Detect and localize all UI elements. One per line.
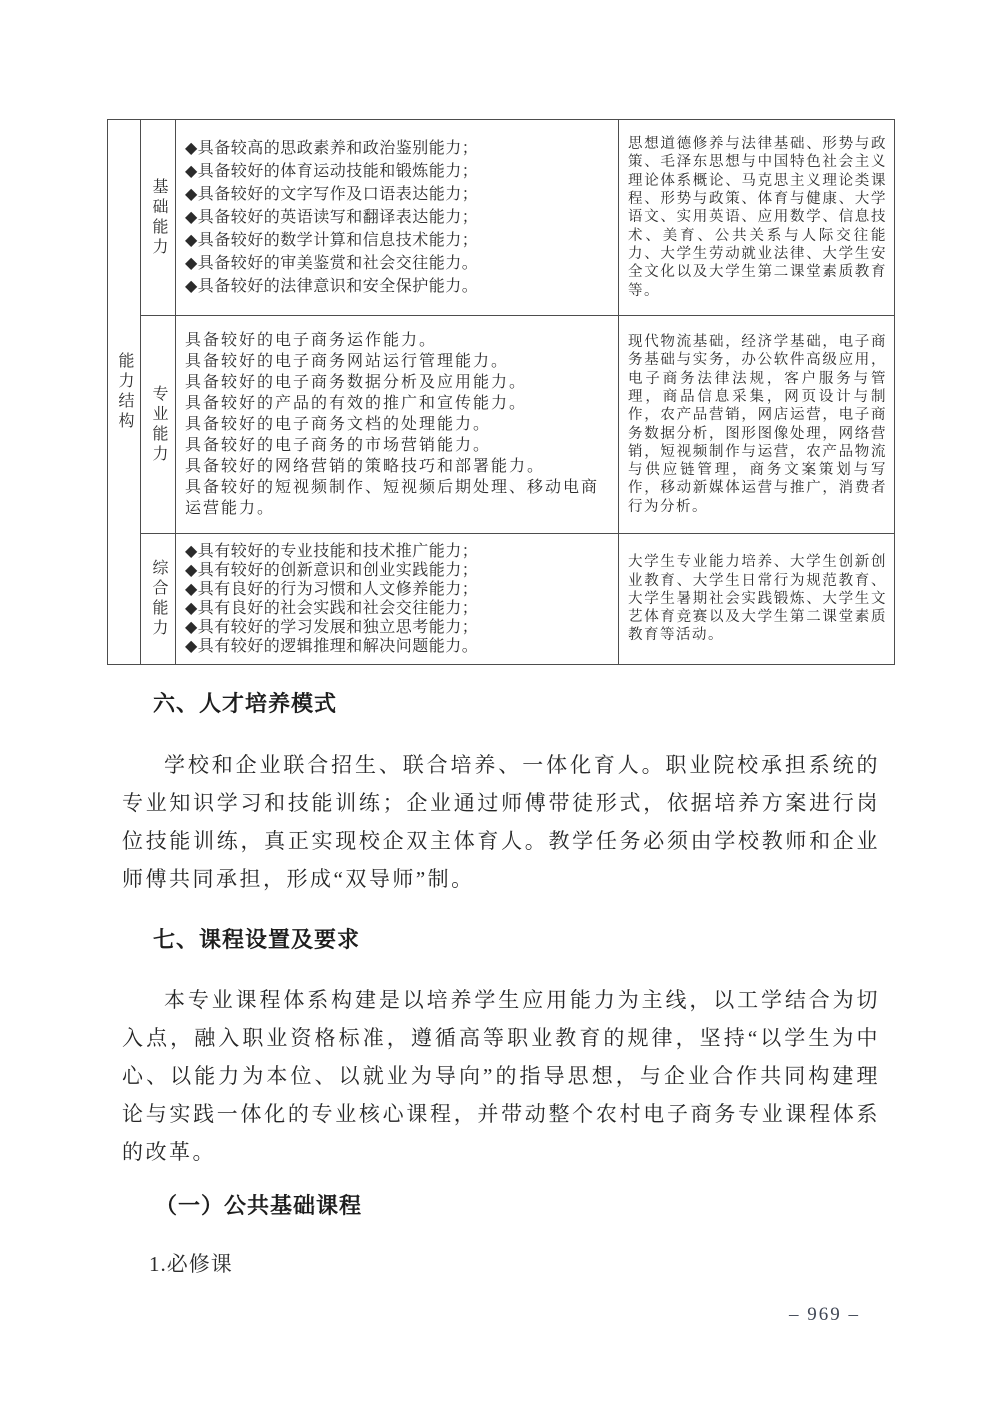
category-label: 基础能力 — [150, 177, 167, 258]
courses-cell — [619, 120, 894, 315]
table-row-comprehensive-ability — [141, 534, 894, 664]
page-number: – 969 – — [789, 1304, 860, 1325]
subsection-heading-required-courses: 1.必修课 — [149, 1252, 233, 1276]
category-cell — [141, 316, 176, 533]
ability-item: ◆具有较好的创新意识和创业实践能力； — [185, 562, 479, 579]
ability-item: 具备较好的产品的有效的推广和宣传能力。 — [185, 395, 528, 412]
ability-item: ◆具备较好的文字写作及口语表达能力； — [185, 186, 479, 203]
section-heading-course-setting: 七、课程设置及要求 — [153, 927, 361, 952]
ability-item: ◆具备较好的英语读写和翻译表达能力； — [185, 209, 479, 226]
abilities-cell — [176, 534, 619, 664]
ability-item: ◆具备较好的审美鉴赏和社会交往能力。 — [185, 255, 479, 272]
ability-item: 具备较好的短视频制作、短视频后期处理、移动电商运营能力。 — [185, 479, 600, 517]
table-row-basic-ability — [141, 120, 894, 316]
ability-item: ◆具有较好的学习发展和独立思考能力； — [185, 619, 479, 636]
ability-item: 具备较好的电子商务的市场营销能力。 — [185, 437, 492, 454]
courses-text: 思想道德修养与法律基础、形势与政策、毛泽东思想与中国特色社会主义理论体系概论、马克思主义理论类课程、形势与政策、体育与健康、大学语文、实用英语、应用数学、信息技术、美育、公共关系与人际交往能力、大学生劳动就业法律、大学生安全文化以及大学生第二课堂素质教育等。 — [628, 136, 887, 299]
ability-item: 具备较好的电子商务数据分析及应用能力。 — [185, 374, 528, 391]
section-paragraph-talent-training-mode: 学校和企业联合招生、联合培养、一体化育人。职业院校承担系统的专业知识学习和技能训练；企业通过师傅带徒形式，依据培养方案进行岗位技能训练，真正实现校企双主体育人。教学任务必须由学校教师和企业师傅共同承担，形成“双导师”制。 — [122, 753, 880, 891]
abilities-cell — [176, 316, 619, 533]
ability-item: 具备较好的电子商务运作能力。 — [185, 332, 438, 349]
section-heading-talent-training-mode: 六、人才培养模式 — [153, 691, 338, 716]
abilities-cell — [176, 120, 619, 315]
ability-item: ◆具备较好的法律意识和安全保护能力。 — [185, 278, 479, 295]
category-cell — [141, 120, 176, 315]
ability-item: ◆具备较好的数学计算和信息技术能力； — [185, 232, 479, 249]
ability-item: ◆具有较好的逻辑推理和解决问题能力。 — [185, 638, 479, 655]
category-label: 专业能力 — [150, 384, 167, 465]
courses-cell — [619, 534, 894, 664]
ability-item: ◆具有良好的社会实践和社会交往能力； — [185, 600, 479, 617]
subsection-heading-public-basic-courses: （一）公共基础课程 — [155, 1193, 363, 1218]
table-row-professional-ability — [141, 316, 894, 534]
ability-item: ◆具备较高的思政素养和政治鉴别能力； — [185, 140, 479, 157]
ability-item: ◆具有良好的行为习惯和人文修养能力； — [185, 581, 479, 598]
table-rows — [141, 120, 894, 664]
ability-item: ◆具有较好的专业技能和技术推广能力； — [185, 543, 479, 560]
table-group-label: 能力结构 — [116, 352, 133, 432]
ability-item: 具备较好的电子商务网站运行管理能力。 — [185, 353, 510, 370]
ability-item: 具备较好的网络营销的策略技巧和部署能力。 — [185, 458, 546, 475]
courses-cell — [619, 316, 894, 533]
ability-item: 具备较好的电子商务文档的处理能力。 — [185, 416, 492, 433]
ability-item: ◆具备较好的体育运动技能和锻炼能力； — [185, 163, 479, 180]
ability-structure-table — [107, 119, 895, 665]
category-cell — [141, 534, 176, 664]
section-paragraph-course-setting: 本专业课程体系构建是以培养学生应用能力为主线，以工学结合为切入点，融入职业资格标准，遵循高等职业教育的规律，坚持“以学生为中心、以能力为本位、以就业为导向”的指导思想，与企业合作共同构建理论与实践一体化的专业核心课程，并带动整个农村电子商务专业课程体系的改革。 — [122, 988, 880, 1164]
table-group-cell — [108, 120, 141, 664]
courses-text: 大学生专业能力培养、大学生创新创业教育、大学生日常行为规范教育、大学生暑期社会实践锻炼、大学生文艺体育竞赛以及大学生第二课堂素质教育等活动。 — [628, 554, 887, 644]
courses-text: 现代物流基础，经济学基础，电子商务基础与实务，办公软件高级应用，电子商务法律法规，客户服务与管理，商品信息采集，网页设计与制作，农产品营销，网店运营，电子商务数据分析，图形图像处理，网络营销，短视频制作与运营，农产品物流与供应链管理，商务文案策划与写作，移动新媒体运营与推广，消费者行为分析。 — [628, 334, 887, 515]
category-label: 综合能力 — [150, 559, 167, 639]
